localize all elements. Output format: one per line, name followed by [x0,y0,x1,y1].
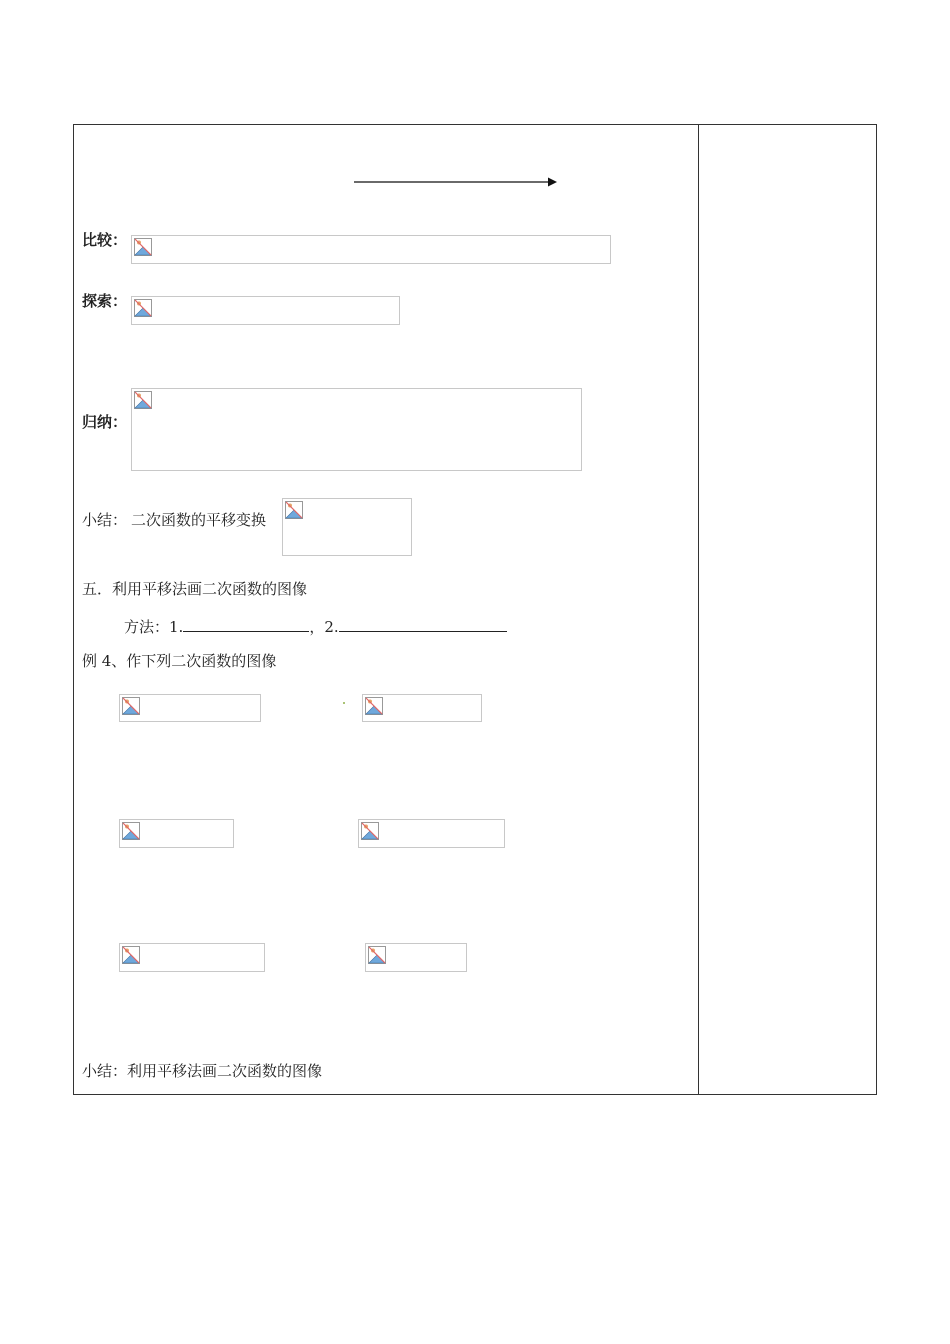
example-function-6 [365,943,467,972]
broken-image-icon [368,946,386,964]
example-function-3 [119,819,234,848]
broken-image-icon [361,822,379,840]
example-function-2 [362,694,482,722]
example-function-1 [119,694,261,722]
right-arrow-icon [354,176,560,188]
summary-prefix: 小结： [82,1062,128,1080]
summary-body: 二次函数的平移变换 [131,511,267,529]
broken-image-icon [122,946,140,964]
broken-image-icon [134,238,152,256]
summary-prefix: 小结： [82,511,128,529]
notes-column-divider [698,124,699,1095]
broken-image-icon [122,697,140,715]
broken-image-icon [122,822,140,840]
broken-image-icon [134,391,152,409]
example-function-5 [119,943,265,972]
example-function-4 [358,819,505,848]
summarize-image [131,388,582,471]
summarize-label: 归纳： [82,413,128,431]
method-blank-1[interactable] [183,616,309,632]
broken-image-icon [285,501,303,519]
section-five-heading: 五．利用平移法画二次函数的图像 [82,580,308,598]
method-separator: ，2. [309,618,339,636]
summary-body: 利用平移法画二次函数的图像 [127,1062,323,1080]
broken-image-icon [134,299,152,317]
example-four-heading: 例 4、作下列二次函数的图像 [82,652,277,670]
stray-dot [343,702,345,704]
method-label: 方法：1. [124,618,184,636]
method-blank-2[interactable] [339,616,507,632]
compare-image [131,235,611,264]
method-line [124,616,507,636]
summary-graphing-text [82,1062,322,1080]
summary-transform-image [282,498,412,556]
compare-label: 比较： [82,231,128,249]
explore-label: 探索： [82,292,128,310]
summary-transform-text [82,511,266,529]
explore-image [131,296,400,325]
broken-image-icon [365,697,383,715]
